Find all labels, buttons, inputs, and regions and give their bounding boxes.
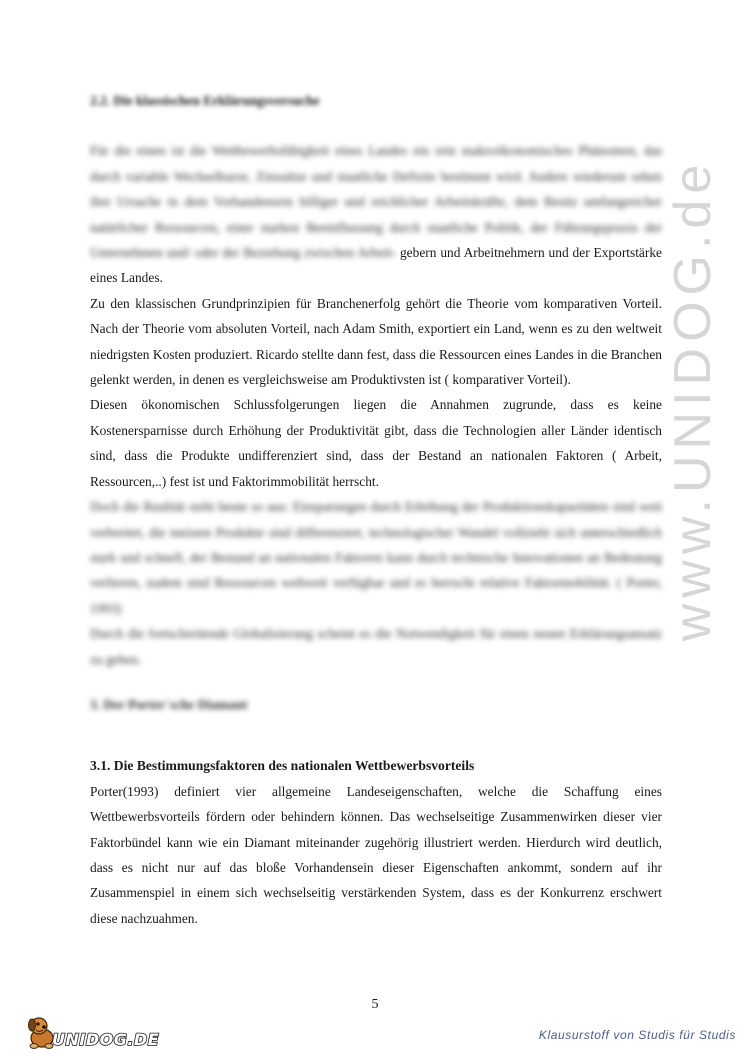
- page-content: [90, 88, 662, 931]
- section-heading-3: 3. Der Porter´sche Diamant: [90, 696, 248, 712]
- spacer: [90, 717, 662, 737]
- paragraph-5-blurred: Durch die fortschreitende Globalisierung scheint es die Notwendigkeit für einen neuen Erklärungsansatz zu geben.: [90, 626, 662, 667]
- unidog-logo: [22, 1012, 162, 1052]
- section-heading-2-2: 2.2. Die klassischen Erklärungsversuche: [90, 93, 320, 108]
- logo-text: UNIDOG.DE: [52, 1030, 160, 1049]
- paragraph-3-1: Porter(1993) definiert vier allgemeine Landeseigenschaften, welche die Schaffung eines Wettbewerbsvorteils fördern oder behindern können. Das wechselseitige Zusammenwirken dieser vier Faktorbündel kann wie ein Diamant miteinander zugehörig illustriert werden. Hierdurch wird deutlich, dass es nicht nur auf das bloße Vorhandensein dieser Eigenschaften ankommt, sondern auf ihr Zusammenspiel in einem sich wechselseitig verstärkenden System, dass es der Konkurrenz erschwert diese nachzuahmen.: [90, 783, 662, 926]
- page-number: 5: [371, 997, 379, 1012]
- paragraph-4-blurred: Doch die Realität sieht heute so aus: Einsparungen durch Erhöhung der Produktionskapazitäten sind weit verbreitet, die meisten Produkte sind differenziert, technologischer Wandel vollzieht sich unterschiedlich stark und schnell, der Bestand an nationalen Faktoren kann durch technische Innovationen an Bedeutung verlieren, zudem sind Ressourcen weltweit verfügbar und es herrscht relative Faktormobilität. ( Porter, 1993): [90, 499, 662, 616]
- watermark: www.UNIDOG.de: [664, 158, 722, 642]
- paragraph-1-visible-end: gebern und Arbeitnehmern und der Exportstärke eines Landes.: [90, 245, 662, 286]
- blurred-text: Für die einen ist die Wettbewerbsfähigkeit eines Landes ein rein makroökonomisches Phänomen, das durch variable Wechselkurse, Zinssätze und staatliche Defizite bestimmt wird. Andere wiederum sehen ihre Ursache in dem Vorhandensein billiger und reichlicher Arbeitskräfte, dem Besitz umfangreicher natürlicher Ressourcen, einer starken Beeinflussung durch staatliche Politik, der Führungspraxis der Unternehmen und/ oder der Beziehung zwischen Arbeit-: [90, 143, 662, 261]
- footer-tagline: Klausurstoff von Studis für Studis: [538, 1028, 736, 1042]
- section-heading-3-1: 3.1. Die Bestimmungsfaktoren des nationalen Wettbewerbsvorteils: [90, 758, 475, 774]
- paragraph-1: [90, 138, 662, 290]
- paragraph-2: Zu den klassischen Grundprinzipien für Branchenerfolg gehört die Theorie vom komparativen Vorteil. Nach der Theorie vom absoluten Vorteil, nach Adam Smith, exportiert ein Land, wenn es zu den weltweit niedrigsten Kosten produziert. Ricardo stellte dann fest, dass die Ressourcen eines Landes in die Branchen gelenkt werden, in denen es vergleichsweise am Produktivsten ist ( komparativer Vorteil).: [90, 295, 662, 388]
- paragraph-3: Diesen ökonomischen Schlussfolgerungen liegen die Annahmen zugrunde, dass es keine Kostenersparnisse durch Erhöhung der Produktivität gibt, dass die Technologien aller Länder identisch sind, dass die Produkte undifferenziert sind, dass der Bestand an nationalen Faktoren ( Arbeit, Ressourcen,..) fest ist und Faktorimmobilität herrscht.: [90, 397, 662, 489]
- spacer: [90, 672, 662, 692]
